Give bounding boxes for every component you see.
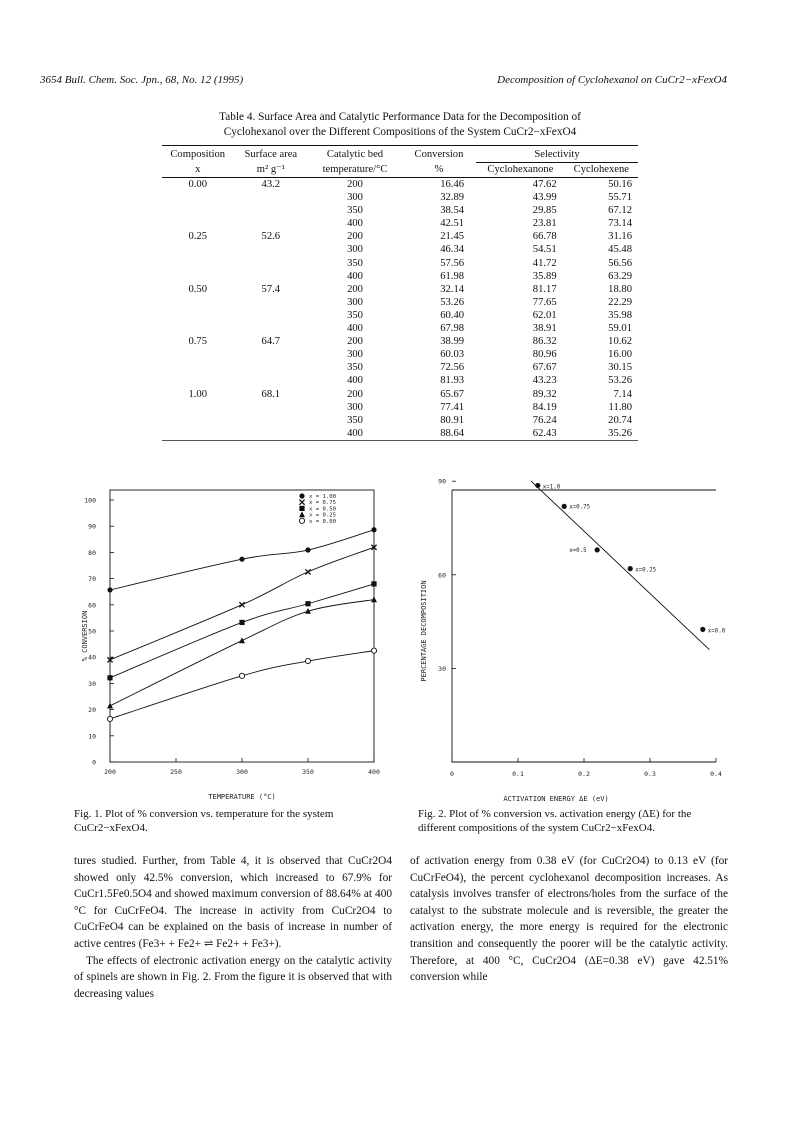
table-cell: 45.48 bbox=[608, 244, 632, 256]
fig1-data-point bbox=[305, 658, 310, 663]
fig2-point-label: x=0.0 bbox=[707, 628, 726, 635]
table-cell: 62.43 bbox=[476, 427, 565, 441]
fig1-data-point bbox=[371, 596, 377, 602]
table-header-cell: x bbox=[162, 163, 233, 178]
table-row bbox=[162, 257, 638, 270]
fig2-x-tick-label: 0.2 bbox=[578, 770, 590, 778]
fig1-data-point bbox=[239, 620, 244, 625]
table-cell: 18.80 bbox=[608, 283, 632, 295]
table-cell: 63.29 bbox=[608, 270, 632, 282]
fig1-y-tick-label: 90 bbox=[88, 522, 96, 531]
fig1-ticks bbox=[84, 497, 380, 777]
table-cell bbox=[233, 243, 308, 256]
table-cell bbox=[162, 257, 233, 270]
table-cell bbox=[162, 414, 233, 427]
fig1-data-point bbox=[107, 587, 112, 592]
fig1-y-tick-label: 80 bbox=[88, 548, 96, 557]
table-cell bbox=[162, 348, 233, 361]
table-row bbox=[162, 296, 638, 309]
table-cell: 76.24 bbox=[532, 414, 557, 426]
table-cell: 400 bbox=[347, 375, 363, 387]
table-cell: 67.12 bbox=[608, 205, 632, 217]
fig1-y-tick-label: 40 bbox=[88, 653, 96, 662]
fig1-series bbox=[107, 527, 377, 721]
table-cell: 350 bbox=[347, 309, 363, 321]
table-cell: 57.4 bbox=[261, 283, 281, 295]
fig2-x-tick-label: 0.4 bbox=[710, 770, 722, 778]
fig1-data-point bbox=[239, 602, 244, 607]
figure-1-chart bbox=[70, 486, 390, 806]
table-cell: 80.96 bbox=[532, 349, 557, 361]
table-row bbox=[162, 388, 638, 401]
table-cell: 55.71 bbox=[608, 192, 632, 204]
table-cell: 400 bbox=[308, 427, 402, 441]
table-row bbox=[162, 270, 638, 283]
table-body bbox=[162, 178, 638, 441]
table-cell: 56.56 bbox=[608, 257, 632, 269]
table-cell: 200 bbox=[347, 179, 363, 190]
body-column-left bbox=[74, 853, 392, 1002]
table-row bbox=[162, 427, 638, 441]
fig1-legend-label: x = 0.00 bbox=[309, 518, 336, 525]
table-cell bbox=[162, 296, 233, 309]
fig1-data-point bbox=[305, 547, 310, 552]
table-cell: 52.6 bbox=[261, 231, 281, 243]
table-header-cell: % bbox=[402, 163, 476, 178]
table-cell: 200 bbox=[347, 336, 363, 348]
fig1-legend-marker bbox=[299, 506, 304, 511]
table-cell: 350 bbox=[347, 362, 363, 374]
table-cell: 400 bbox=[347, 323, 363, 335]
table-cell bbox=[162, 191, 233, 204]
table-cell bbox=[162, 427, 233, 441]
table-cell bbox=[233, 361, 308, 374]
table-cell: 300 bbox=[347, 349, 363, 361]
table-cell: 77.65 bbox=[532, 296, 557, 308]
fig1-legend-label: x = 0.75 bbox=[309, 500, 336, 507]
table-row bbox=[162, 374, 638, 387]
fig1-legend-label: x = 0.50 bbox=[309, 506, 336, 513]
table-cell: 0.00 bbox=[188, 179, 208, 190]
table-cell: 73.14 bbox=[608, 218, 632, 230]
fig2-y-tick-label: 30 bbox=[438, 664, 446, 673]
fig2-x-tick-label: 0 bbox=[450, 770, 454, 778]
table-cell bbox=[162, 322, 233, 335]
fig1-data-point bbox=[107, 703, 113, 709]
table-cell: 80.91 bbox=[440, 414, 465, 426]
table-cell bbox=[162, 309, 233, 322]
table-header-cell: Catalytic bed bbox=[308, 146, 402, 163]
table-cell: 35.98 bbox=[608, 309, 632, 321]
table-cell bbox=[233, 348, 308, 361]
table-cell: 77.41 bbox=[440, 401, 465, 413]
table-cell: 0.25 bbox=[188, 231, 208, 243]
table-cell: 68.1 bbox=[261, 388, 281, 400]
table-cell: 53.26 bbox=[608, 375, 632, 387]
table-cell bbox=[162, 204, 233, 217]
fig2-x-tick-label: 0.1 bbox=[512, 770, 524, 778]
table-cell: 300 bbox=[347, 192, 363, 204]
fig2-y-tick-label: 90 bbox=[438, 477, 446, 486]
table-cell: 200 bbox=[347, 388, 363, 400]
table-row bbox=[162, 191, 638, 204]
table-cell: 66.78 bbox=[532, 231, 557, 243]
table-row bbox=[162, 283, 638, 296]
fig1-x-tick-label: 300 bbox=[236, 768, 248, 776]
table-cell bbox=[162, 361, 233, 374]
body-paragraph: tures studied. Further, from Table 4, it is observed that CuCr2O4 showed only 42.5% conversion, which increased to 67.9% for CuCr1.5Fe0.5O4 and showed maximum conversion of 88.64% at 400 °C for CuCrFeO4. The increase in activity from CuCr2O4 to CuCrFeO4 can be explained on the basis of increase in number of active centres (Fe3+ + Fe2+ ⇌ Fe2+ + Fe3+). bbox=[74, 855, 392, 950]
fig1-data-point bbox=[371, 527, 376, 532]
fig2-data-point bbox=[628, 566, 633, 571]
table-cell: 0.50 bbox=[188, 283, 208, 295]
data-table bbox=[162, 145, 638, 441]
fig1-plot-area bbox=[110, 490, 374, 762]
table-cell bbox=[162, 270, 233, 283]
table-row bbox=[162, 243, 638, 256]
table-cell: 41.72 bbox=[532, 257, 557, 269]
fig1-legend-marker bbox=[299, 511, 305, 517]
table-caption-line1: Table 4. Surface Area and Catalytic Performance Data for the Decomposition of bbox=[219, 111, 581, 123]
table-cell bbox=[233, 322, 308, 335]
fig2-x-axis-label: ACTIVATION ENERGY ΔE (eV) bbox=[503, 795, 609, 803]
fig2-point-label: x=0.25 bbox=[635, 567, 657, 574]
table-header-cell: Cyclohexanone bbox=[476, 163, 565, 178]
body-paragraph: The effects of electronic activation energy on the catalytic activity of spinels are shown in Fig. 2. From the figure it is observed that with decreasing values bbox=[74, 954, 392, 1000]
table-row bbox=[162, 414, 638, 427]
figure-1-caption: Fig. 1. Plot of % conversion vs. temperature for the system CuCr2−xFexO4. bbox=[74, 808, 334, 834]
table-row bbox=[162, 230, 638, 243]
table-cell: 11.80 bbox=[608, 401, 632, 413]
table-row bbox=[162, 204, 638, 217]
table-cell bbox=[233, 401, 308, 414]
table-cell bbox=[233, 374, 308, 387]
table-cell: 67.98 bbox=[440, 323, 465, 335]
table-header-cell: Composition bbox=[162, 146, 233, 163]
table-row bbox=[162, 178, 638, 192]
fig2-point-label: x=1.0 bbox=[542, 484, 561, 491]
table-cell bbox=[162, 401, 233, 414]
table-cell: 350 bbox=[347, 205, 363, 217]
table-caption-line2: Cyclohexanol over the Different Compositions of the System CuCr2−xFexO4 bbox=[223, 126, 577, 138]
table-cell: 64.7 bbox=[261, 336, 281, 348]
table-cell: 22.29 bbox=[608, 296, 632, 308]
table-cell: 31.16 bbox=[608, 231, 632, 243]
fig1-legend-marker bbox=[299, 518, 304, 523]
table-cell: 59.01 bbox=[608, 323, 632, 335]
fig1-legend-marker bbox=[299, 500, 304, 505]
table-cell bbox=[233, 191, 308, 204]
fig1-y-tick-label: 50 bbox=[88, 627, 96, 636]
table-cell bbox=[162, 243, 233, 256]
table-row bbox=[162, 217, 638, 230]
figure-2-caption: Fig. 2. Plot of % conversion vs. activation energy (ΔE) for the different compositions of the system CuCr2−xFexO4. bbox=[418, 808, 692, 834]
table-cell bbox=[233, 257, 308, 270]
table-cell: 54.51 bbox=[532, 244, 557, 256]
table-caption bbox=[150, 110, 650, 140]
fig1-legend-label: x = 0.25 bbox=[309, 512, 336, 519]
fig1-y-tick-label: 70 bbox=[88, 575, 96, 584]
fig1-series-line bbox=[110, 600, 374, 706]
fig1-x-tick-label: 350 bbox=[302, 768, 314, 776]
fig2-data-point bbox=[562, 504, 567, 509]
table-cell: 47.62 bbox=[532, 179, 557, 190]
table-cell: 200 bbox=[347, 283, 363, 295]
fig1-legend-marker bbox=[299, 493, 304, 498]
table-cell: 21.45 bbox=[440, 231, 465, 243]
table-cell: 88.64 bbox=[402, 427, 476, 441]
fig2-series bbox=[531, 481, 726, 649]
body-paragraph: of activation energy from 0.38 eV (for CuCr2O4) to 0.13 eV (for CuCrFeO4), the percent cyclohexanol decomposition increases. As catalysis involves transfer of electrons/holes from the surface of the catalyst to the substrate molecule and is reversible, the greater the activation energy, the more energy is required for the electronic transition and consequently the poorer will be the catalytic activity. Therefore, at 400 °C, CuCr2O4 (ΔE=0.38 eV) gave 42.51% conversion while bbox=[410, 855, 728, 984]
table-row bbox=[162, 401, 638, 414]
fig1-data-point bbox=[239, 557, 244, 562]
fig1-y-tick-label: 20 bbox=[88, 706, 96, 715]
fig2-data-point bbox=[595, 547, 600, 552]
table-cell bbox=[233, 427, 308, 441]
table-row bbox=[162, 348, 638, 361]
fig2-y-axis-label: PERCENTAGE DECOMPOSITION bbox=[420, 580, 428, 682]
fig1-y-tick-label: 30 bbox=[88, 679, 96, 688]
table-cell: 43.23 bbox=[532, 375, 557, 387]
table-cell bbox=[162, 217, 233, 230]
table-header-cell: Conversion bbox=[402, 146, 476, 163]
fig1-y-tick-label: 100 bbox=[84, 496, 96, 505]
fig1-x-axis-label: TEMPERATURE (°C) bbox=[208, 793, 276, 801]
table-cell: 300 bbox=[347, 401, 363, 413]
fig1-y-tick-label: 0 bbox=[92, 758, 96, 767]
fig1-data-point bbox=[239, 637, 245, 643]
table-cell: 35.26 bbox=[565, 427, 638, 441]
table-row bbox=[162, 322, 638, 335]
table-cell: 62.01 bbox=[532, 309, 557, 321]
fig2-ticks bbox=[438, 478, 722, 778]
fig1-data-point bbox=[371, 648, 376, 653]
fig1-y-tick-label: 60 bbox=[88, 601, 96, 610]
fig2-x-tick-label: 0.3 bbox=[644, 770, 656, 778]
fig1-y-axis-label: % CONVERSION bbox=[81, 610, 89, 662]
table-cell: 61.98 bbox=[440, 270, 465, 282]
table-cell: 29.85 bbox=[532, 205, 557, 217]
fig1-series-line bbox=[110, 584, 374, 678]
table-cell bbox=[233, 296, 308, 309]
table-cell: 81.17 bbox=[532, 283, 557, 295]
fig1-data-point bbox=[371, 581, 376, 586]
table-cell: 38.99 bbox=[440, 336, 465, 348]
table-cell: 300 bbox=[347, 244, 363, 256]
table-cell: 300 bbox=[347, 296, 363, 308]
table-cell: 0.75 bbox=[188, 336, 208, 348]
table-row bbox=[162, 309, 638, 322]
table-cell: 20.74 bbox=[608, 414, 632, 426]
table-cell: 72.56 bbox=[440, 362, 465, 374]
table-cell bbox=[233, 217, 308, 230]
fig2-point-label: x=0.75 bbox=[569, 504, 591, 511]
table-header-cell: Surface area bbox=[233, 146, 308, 163]
table-cell: 43.2 bbox=[261, 179, 281, 190]
table-cell: 38.91 bbox=[532, 323, 557, 335]
table-cell bbox=[233, 270, 308, 283]
table-cell: 86.32 bbox=[532, 336, 557, 348]
fig1-x-tick-label: 400 bbox=[368, 768, 380, 776]
table-cell: 89.32 bbox=[532, 388, 557, 400]
table-cell: 32.89 bbox=[440, 192, 465, 204]
table-cell: 7.14 bbox=[613, 388, 632, 400]
table-cell bbox=[233, 204, 308, 217]
table-cell: 84.19 bbox=[532, 401, 557, 413]
table-cell: 60.03 bbox=[440, 349, 465, 361]
table-row bbox=[162, 335, 638, 348]
fig1-data-point bbox=[305, 601, 310, 606]
fig2-y-tick-label: 60 bbox=[438, 571, 446, 580]
table-cell: 10.62 bbox=[608, 336, 632, 348]
table-cell: 43.99 bbox=[532, 192, 557, 204]
table-cell: 46.34 bbox=[440, 244, 465, 256]
fig2-data-point bbox=[535, 483, 540, 488]
fig1-data-point bbox=[239, 673, 244, 678]
fig1-data-point bbox=[305, 569, 310, 574]
table-cell: 400 bbox=[347, 218, 363, 230]
table-row bbox=[162, 361, 638, 374]
table-cell: 16.46 bbox=[440, 179, 465, 190]
table-cell: 81.93 bbox=[440, 375, 465, 387]
fig1-frame bbox=[110, 490, 374, 762]
table-cell: 400 bbox=[347, 270, 363, 282]
table-cell: 16.00 bbox=[608, 349, 632, 361]
table-cell: 67.67 bbox=[532, 362, 557, 374]
table-cell: 50.16 bbox=[608, 179, 632, 190]
table-cell: 32.14 bbox=[440, 283, 465, 295]
table-cell: 42.51 bbox=[440, 218, 465, 230]
table-cell: 65.67 bbox=[440, 388, 465, 400]
table-cell bbox=[233, 309, 308, 322]
fig1-legend bbox=[299, 493, 336, 524]
fig1-data-point bbox=[107, 716, 112, 721]
table-cell: 200 bbox=[347, 231, 363, 243]
table-cell: 57.56 bbox=[440, 257, 465, 269]
fig1-y-tick-label: 10 bbox=[88, 732, 96, 741]
fig2-data-point bbox=[700, 627, 705, 632]
running-header-left: 3654 Bull. Chem. Soc. Jpn., 68, No. 12 (1995) bbox=[40, 74, 244, 86]
table-cell bbox=[162, 374, 233, 387]
table-cell bbox=[233, 414, 308, 427]
table-cell: 35.89 bbox=[532, 270, 557, 282]
table-header-cell: temperature/°C bbox=[308, 163, 402, 178]
fig1-x-tick-label: 250 bbox=[170, 768, 182, 776]
running-header-right: Decomposition of Cyclohexanol on CuCr2−xFexO4 bbox=[497, 74, 727, 86]
table-cell: 53.26 bbox=[440, 296, 465, 308]
table-cell: 30.15 bbox=[608, 362, 632, 374]
table-cell: 60.40 bbox=[440, 309, 465, 321]
body-column-right bbox=[410, 853, 728, 986]
table-header-cell: Selectivity bbox=[476, 146, 638, 163]
table-cell: 23.81 bbox=[532, 218, 557, 230]
fig1-x-tick-label: 200 bbox=[104, 768, 116, 776]
fig2-point-label: x=0.5 bbox=[569, 547, 587, 554]
fig1-legend-label: x = 1.00 bbox=[309, 494, 336, 500]
table-cell: 38.54 bbox=[440, 205, 465, 217]
figure-2-chart bbox=[410, 477, 730, 806]
table-cell: 1.00 bbox=[188, 388, 208, 400]
fig1-data-point bbox=[107, 675, 112, 680]
table-header-cell: m² g⁻¹ bbox=[233, 163, 308, 178]
table-cell: 350 bbox=[347, 257, 363, 269]
table-header-cell: Cyclohexene bbox=[565, 163, 638, 178]
fig2-fit-line bbox=[531, 481, 709, 649]
table-cell: 350 bbox=[347, 414, 363, 426]
